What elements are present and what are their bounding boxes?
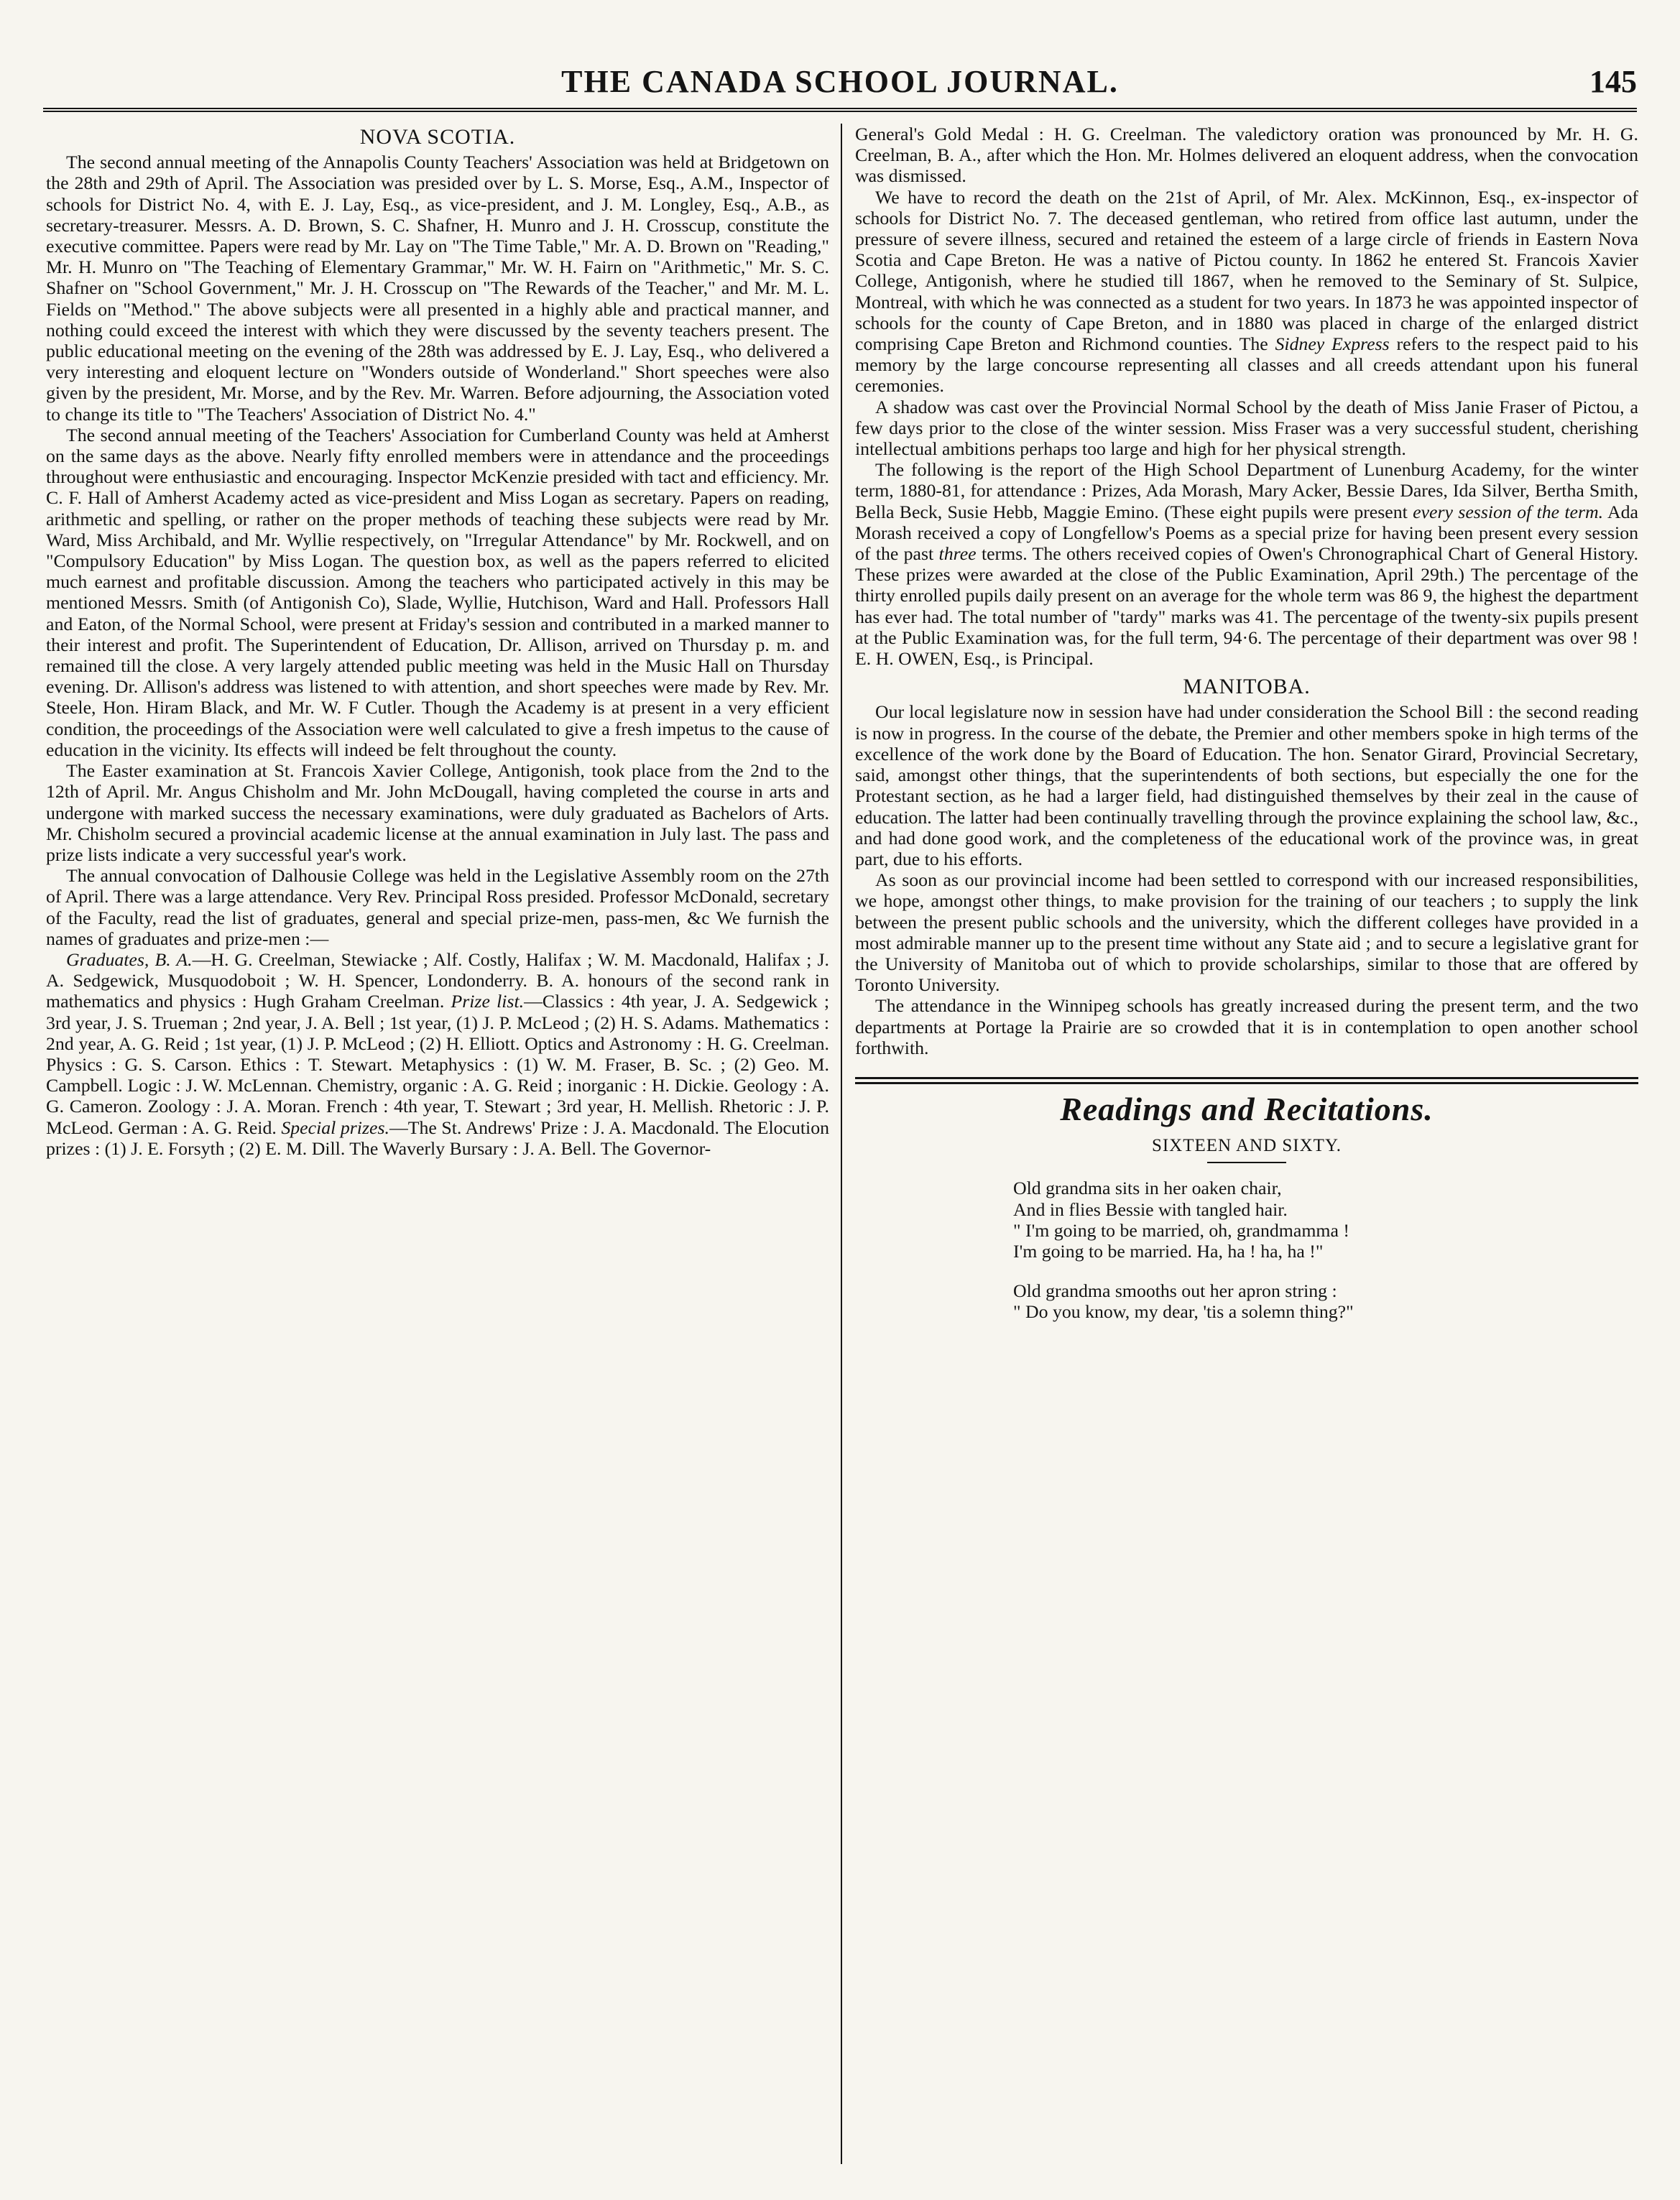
- right-column: [855, 124, 1638, 2178]
- header-rule: [43, 108, 1637, 112]
- paragraph-annapolis: The second annual meeting of the Annapolis County Teachers' Association was held at Bridgetown on the 28th and 29th of April. The Association was presided over by L. S. Morse, Esq., A.M., Inspector of schools for District No. 4, with E. J. Lay, Esq., as vice-president, and J. M. Longley, Esq., A.B., as secretary-treasurer. Messrs. A. D. Brown, S. C. Shafner, H. Munro and J. H. Crosscup, constitute the executive committee. Papers were read by Mr. Lay on "The Time Table," Mr. A. D. Brown on "Reading," Mr. H. Munro on "The Teaching of Elementary Grammar," Mr. W. H. Fairn on "Arithmetic," Mr. S. C. Shafner on "School Government," Mr. J. H. Crosscup on "The Rewards of the Teacher," and Mr. M. L. Fields on "Method." The above subjects were all presented in a highly able and practical manner, and nothing could exceed the interest with which they were discussed by the seventy teachers present. The public educational meeting on the evening of the 28th was addressed by E. J. Lay, Esq., who delivered a very interesting and eloquent lecture on "Wonders outside of Wonderland." Short speeches were also given by the president, Mr. Morse, and by the Rev. Mr. Warren. Before adjourning, the Association voted to change its title to "The Teachers' Association of District No. 4.": [46, 152, 829, 425]
- prize-list-label: Prize list.: [451, 991, 525, 1012]
- paragraph-dalhousie: The annual convocation of Dalhousie College was held in the Legislative Assembly room on the 27th of April. There was a large attendance. Very Rev. Principal Ross presided. Professor McDonald, secretary of the Faculty, read the list of graduates, general and special prize-men, pass-men, &c We furnish the names of graduates and prize-men :—: [46, 865, 829, 949]
- paragraph-graduates: [46, 949, 829, 1159]
- poem-line: And in flies Bessie with tangled hair.: [1013, 1198, 1288, 1220]
- column-divider: [841, 124, 842, 2164]
- paragraph-cumberland: The second annual meeting of the Teachers' Association for Cumberland County was held at Amherst on the same days as the above. Nearly fifty enrolled members were in attendance and the proceedings throughout were enthusiastic and encouraging. Inspector McKenzie presided with tact and efficiency. Mr. C. F. Hall of Amherst Academy acted as vice-president and Miss Logan as secretary. Papers on reading, arithmetic and spelling, or rather on the proper methods of teaching these subjects were read by Mr. Ward, Miss Archibald, and Mr. Wyllie respectively, on "Irregular Attendance" by Mr. Rockwell, and on "Compulsory Education" by Miss Logan. The question box, as well as the papers referred to elicited much earnest and profitable discussion. Among the teachers who participated actively in this may be mentioned Messrs. Smith (of Antigonish Co), Slade, Wyllie, Hutchison, Ward and Hall. Professors Hall and Eaton, of the Normal School, were present at Friday's session and contributed in a marked manner to their interest and profit. The Superintendent of Education, Dr. Allison, arrived on Thursday p. m. and remained till the close. A very largely attended public meeting was held in the Music Hall on Thursday evening. Dr. Allison's address was listened to with attention, and short speeches were made by Rev. Mr. Steele, Hon. Hiram Black, and Mr. W. F Cutler. Though the Academy is at present in a very efficient condition, the proceedings of the Association were well calculated to give a fresh impetus to the cause of education in the vicinity. Its effects will indeed be felt throughout the county.: [46, 424, 829, 760]
- paragraph-manitoba-legislature: Our local legislature now in session have had under consideration the School Bill : the second reading is now in progress. In the course of the debate, the Premier and other members spoke in high terms of the excellence of the work done by the Board of Education. The hon. Senator Girard, Provincial Secretary, said, amongst other things, that the superintendents of both sections, but especially the one for the Protestant section, as he had a larger field, had distinguished themselves by their zeal in the cause of education. The latter had been continually travelling through the province explaining the school law, &c., and had done good work, and the completeness of the educational work of the province was, in great part, due to his efforts.: [855, 701, 1638, 869]
- poem-line: " I'm going to be married, oh, grandmamma !: [1013, 1219, 1349, 1241]
- heading-nova-scotia: NOVA SCOTIA.: [359, 125, 516, 149]
- three-terms: three: [938, 543, 977, 565]
- lunenburg-text-c: terms. The others received copies of Owen's Chronographical Chart of General History. These prizes were awarded at the close of the Public Examination, April 29th.) The percentage of the thirty enrolled pupils daily present on an average for the whole term was 86 9, the highest the department has ever had. The total number of "tardy" marks was 41. The percentage of the twenty-six pupils present at the Public Examination was, for the full term, 94·6. The percentage of their department was over 98 ! E. H. OWEN, Esq., is Principal.: [855, 543, 1638, 670]
- left-column: [46, 124, 829, 2178]
- paragraph-lunenburg: [855, 459, 1638, 669]
- paragraph-gold-medal: General's Gold Medal : H. G. Creelman. The valedictory oration was pronounced by Mr. H. G. Creelman, B. A., after which the Hon. Mr. Holmes delivered an eloquent address, when the convocation was dismissed.: [855, 124, 1638, 187]
- heading-manitoba: MANITOBA.: [1183, 675, 1311, 699]
- graduates-label: Graduates, B. A.: [66, 948, 193, 970]
- poem-title: SIXTEEN AND SIXTY.: [1151, 1136, 1342, 1156]
- paragraph-easter-exam: The Easter examination at St. Francois Xavier College, Antigonish, took place from the 2nd to the 12th of April. Mr. Angus Chisholm and Mr. John McDougall, having completed the course in arts and undergone with marked success the necessary examinations, were duly graduated as Bachelors of Arts. Mr. Chisholm secured a provincial academic license at the annual examination in July last. The pass and prize lists indicate a very successful year's work.: [46, 760, 829, 865]
- paragraph-mckinnon: [855, 187, 1638, 397]
- poem-stanza-1: [1013, 1178, 1638, 1262]
- poem-line: " Do you know, my dear, 'tis a solemn thing?": [1013, 1301, 1354, 1323]
- poem-line: Old grandma smooths out her apron string :: [1013, 1280, 1337, 1302]
- special-prizes-text: —The St. Andrews' Prize : J. A. Macdonald. The Elocution prizes : (1) J. E. Forsyth ; (2) E. M. Dill. The Waverly Bursary : J. A. Bell. The Governor-: [46, 1117, 829, 1159]
- lunenburg-text-b: Ada Morash received a copy of Longfellow's Poems as a special prize for having been present every session of the past: [855, 501, 1638, 565]
- graduates-text: —H. G. Creelman, Stewiacke ; Alf. Costly, Halifax ; W. M. Macdonald, Halifax ; J. A. Sedgewick, Musquodoboit ; W. H. Spencer, Londonderry. B. A. honours of the second rank in mathematics and physics : Hugh Graham Creelman.: [46, 948, 829, 1012]
- prize-list-text: —Classics : 4th year, J. A. Sedgewick ; 3rd year, J. S. Trueman ; 2nd year, J. A. Bell ; 1st year, (1) J. P. McLeod ; (2) H. S. Adams. Mathematics : 2nd year, A. G. Reid ; 1st year, (1) J. P. McLeod ; (2) H. Elliott. Optics and Astronomy : H. G. Creelman. Physics : G. S. Carson. Ethics : T. Stewart. Metaphysics : (1) W. M. Fraser, B. Sc. ; (2) Geo. M. Campbell. Logic : J. W. McLennan. Chemistry, organic : A. G. Reid ; inorganic : H. Dickie. Geology : A. G. Cameron. Zoology : J. A. Moran. French : 4th year, T. Stewart ; 3rd year, H. Mellish. Rhetoric : J. P. McLeod. German : A. G. Reid.: [46, 991, 829, 1138]
- page-number: 145: [1589, 64, 1637, 99]
- journal-title: THE CANADA SCHOOL JOURNAL.: [561, 64, 1119, 99]
- special-prizes-label: Special prizes.: [281, 1117, 389, 1138]
- sidney-express: Sidney Express: [1275, 333, 1390, 355]
- every-session: every session of the term.: [1413, 501, 1604, 522]
- poem-rule: [1207, 1162, 1286, 1163]
- page-header: [43, 63, 1637, 106]
- lunenburg-text-a: The following is the report of the High School Department of Lunenburg Academy, for the winter term, 1880-81, for attendance : Prizes, Ada Morash, Mary Acker, Bessie Dares, Ida Silver, Bertha Smith, Bella Beck, Susie Hebb, Maggie Emino. (These eight pupils were present: [855, 459, 1638, 522]
- paragraph-winnipeg: The attendance in the Winnipeg schools has greatly increased during the present term, and the two departments at Portage la Prairie are so crowded that it is in contemplation to open another school forthwith.: [855, 995, 1638, 1058]
- paragraph-fraser: A shadow was cast over the Provincial Normal School by the death of Miss Janie Fraser of Pictou, a few days prior to the close of the winter session. Miss Fraser was a very successful student, cherishing intellectual ambitions perhaps too large and high for her physical strength.: [855, 396, 1638, 460]
- paragraph-manitoba-income: As soon as our provincial income had been settled to correspond with our increased responsibilities, we hope, amongst other things, to make provision for the training of our teachers ; to supply the link between the present public schools and the university, which the different colleges have provided in a most admirable manner up to the present time without any State aid ; and to secure a legislative grant for the University of Manitoba out of which to provide scholarships, similar to those that are offered by Toronto University.: [855, 869, 1638, 996]
- heading-readings-recitations: Readings and Recitations.: [1060, 1090, 1434, 1127]
- poem: [855, 1178, 1638, 1322]
- mckinnon-text: We have to record the death on the 21st of April, of Mr. Alex. McKinnon, Esq., ex-inspector of schools for District No. 7. The deceased gentleman, who retired from office last autumn, under the pressure of severe illness, secured and retained the esteem of a large circle of friends in Eastern Nova Scotia and Cape Breton. He was a native of Pictou county. In 1862 he entered St. Francois Xavier College, Antigonish, where he studied till 1867, when he removed to the Seminary of St. Sulpice, Montreal, with which he was connected as a student for two years. In 1873 he was appointed inspector of schools for the county of Cape Breton, and in 1880 was placed in charge of the enlarged district comprising Cape Breton and Richmond counties. The: [855, 186, 1638, 355]
- poem-line: I'm going to be married. Ha, ha ! ha, ha !": [1013, 1240, 1324, 1262]
- poem-stanza-2: [1013, 1280, 1638, 1322]
- poem-line: Old grandma sits in her oaken chair,: [1013, 1178, 1282, 1199]
- mckinnon-tail: refers to the respect paid to his memory by the large concourse representing all classes and all creeds attendant upon his funeral ceremonies.: [855, 333, 1638, 397]
- section-rule: [855, 1077, 1638, 1084]
